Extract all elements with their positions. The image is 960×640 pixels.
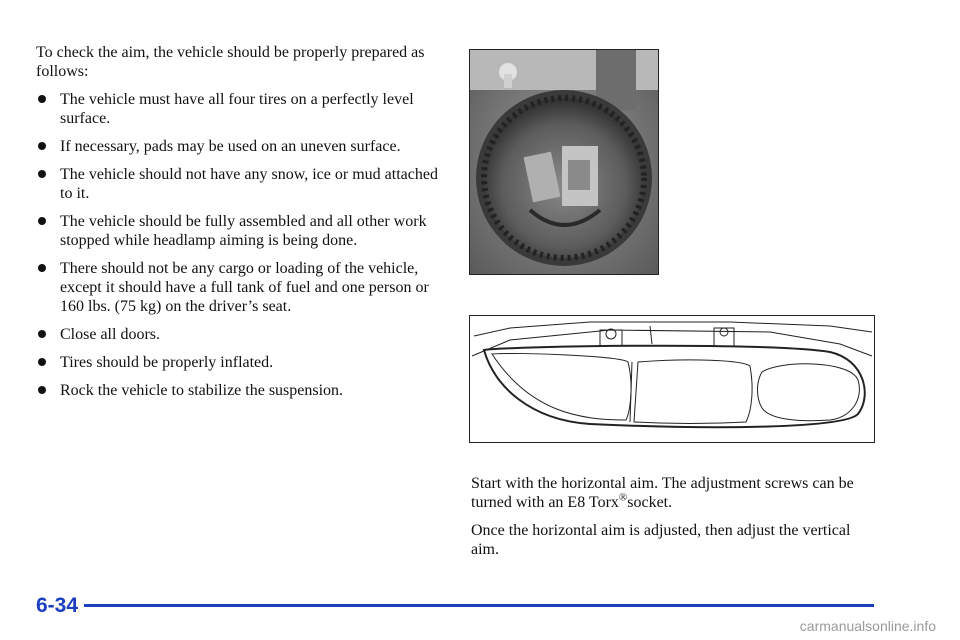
checklist-item-text: The vehicle must have all four tires on a perfectly level surface. bbox=[60, 91, 414, 127]
bullet-icon bbox=[38, 217, 46, 225]
page-number: 6-34 bbox=[36, 594, 79, 617]
watermark: carmanualsonline.info bbox=[799, 618, 936, 634]
checklist-item-text: The vehicle should be fully assembled and all other work stopped while headlamp aiming is being done. bbox=[60, 213, 427, 249]
checklist-item-text: Close all doors. bbox=[60, 326, 160, 343]
registered-mark: ® bbox=[618, 491, 628, 504]
checklist-item bbox=[36, 212, 441, 250]
bullet-icon bbox=[38, 386, 46, 394]
checklist-item-text: There should not be any cargo or loading of the vehicle, except it should have a full tank of fuel and one person or 160 lbs. (75 kg) on the driver’s seat. bbox=[60, 260, 429, 315]
bullet-icon bbox=[38, 358, 46, 366]
checklist-item bbox=[36, 381, 441, 400]
footer-rule bbox=[84, 604, 874, 607]
checklist-item-text: Rock the vehicle to stabilize the suspension. bbox=[60, 382, 344, 399]
left-column bbox=[36, 43, 441, 409]
checklist bbox=[36, 90, 441, 400]
vertical-aim-paragraph: Once the horizontal aim is adjusted, then adjust the vertical aim. bbox=[471, 522, 851, 558]
horizontal-aim-paragraph bbox=[471, 474, 881, 512]
bullet-icon bbox=[38, 264, 46, 272]
bullet-icon bbox=[38, 142, 46, 150]
checklist-item-text: If necessary, pads may be used on an uneven surface. bbox=[60, 138, 401, 155]
bullet-icon bbox=[38, 95, 46, 103]
right-column bbox=[471, 474, 881, 568]
bullet-icon bbox=[38, 170, 46, 178]
horizontal-aim-text: Start with the horizontal aim. The adjustment screws can be turned with an E8 Torx bbox=[471, 475, 854, 511]
checklist-item bbox=[36, 90, 441, 128]
bullet-icon bbox=[38, 330, 46, 338]
checklist-item bbox=[36, 353, 441, 372]
checklist-item-text: Tires should be properly inflated. bbox=[60, 354, 274, 371]
checklist-item bbox=[36, 137, 441, 156]
checklist-item bbox=[36, 259, 441, 316]
checklist-item-text: The vehicle should not have any snow, ice or mud attached to it. bbox=[60, 166, 438, 202]
checklist-item bbox=[36, 165, 441, 203]
headlamp-drawing bbox=[469, 315, 875, 443]
horizontal-aim-text-end: socket. bbox=[627, 494, 673, 511]
fog-lamp-photo bbox=[469, 49, 659, 275]
intro-paragraph: To check the aim, the vehicle should be properly prepared as follows: bbox=[36, 44, 425, 80]
checklist-item bbox=[36, 325, 441, 344]
